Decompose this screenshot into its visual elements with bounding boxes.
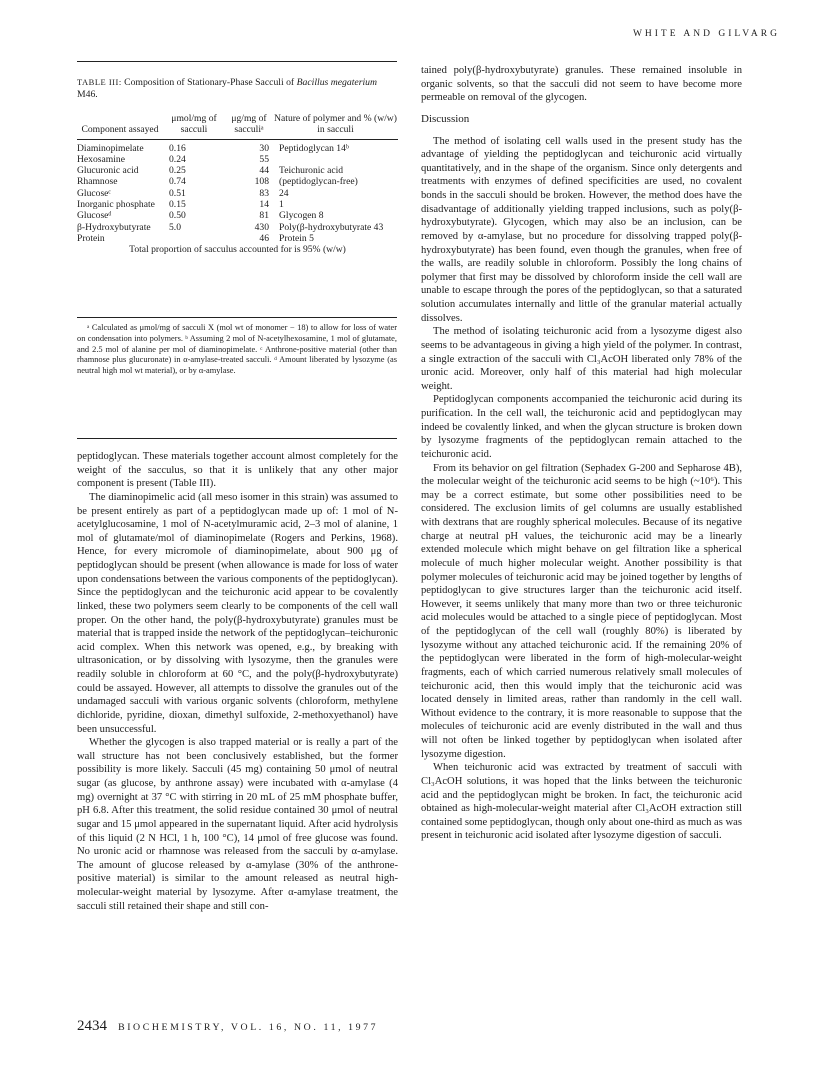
cell-umol: 0.74 <box>169 176 186 188</box>
page-footer <box>77 1018 378 1035</box>
cell-component: Protein <box>77 232 105 244</box>
table-row <box>77 176 398 187</box>
table-row <box>77 222 398 233</box>
cell-component: Glucuronic acid <box>77 165 139 177</box>
cell-umol: 0.51 <box>169 187 186 199</box>
table-row <box>77 154 398 165</box>
cell-ug: 55 <box>259 153 269 165</box>
cell-ug: 14 <box>259 199 269 211</box>
header-component: Component assayed <box>77 113 163 139</box>
table-strain: M46. <box>77 89 98 100</box>
cell-nature: Protein 5 <box>279 232 314 244</box>
cell-ug: 44 <box>259 165 269 177</box>
table-caption <box>77 76 397 101</box>
header-ug: μg/mg of sacculiᵃ <box>225 113 273 139</box>
cell-component: Hexosamine <box>77 153 125 165</box>
page-number: 2434 <box>77 1018 107 1034</box>
cell-umol: 0.16 <box>169 142 186 154</box>
cell-umol: 0.15 <box>169 199 186 211</box>
header-nature: Nature of polymer and % (w/w) in sacculi <box>273 113 398 139</box>
journal-citation: BIOCHEMISTRY, VOL. 16, NO. 11, 1977 <box>118 1022 379 1033</box>
cell-nature: Teichuronic acid <box>279 165 344 177</box>
cell-component: Glucoseᵈ <box>77 210 112 222</box>
footnote: ᵃ Calculated as μmol/mg of sacculi X (mol wt of monomer − 18) to allow for loss of water on condensation into polymers. ᵇ Assuming 2 mol of N-acetylhexosamine, 1 mol of glutamate, and 2.5 mol of alanine per mol of diaminopimelate. ᶜ Anthrone-positive material (other than rhamnose plus glucuronate) in α-amylase-treated sacculi. ᵈ Amount liberated by lysozyme (as neutral high mol wt material), or by α-amylase. <box>77 323 397 376</box>
table-bottom-rule <box>77 317 397 318</box>
cell-component: Diaminopimelate <box>77 142 144 154</box>
paragraph: tained poly(β-hydroxybutyrate) granules. These remained insoluble in organic solvents, so that the sacculi did not seem to have become more permeable on removal of the glycogen. <box>421 65 742 104</box>
footnote-rule <box>77 438 397 439</box>
cell-nature: (peptidoglycan-free) <box>279 176 358 188</box>
paragraph: Whether the glycogen is also trapped material or is really a part of the wall structure has not been conclusively established, but the former possibility is more likely. Sacculi (45 mg) containing 50 μmol of neutral sugar (as glucose, by anthrone assay) were incubated with α-amylase (4 mg) overnight at 37 °C with stirring in 20 mL of 25 mM phosphate buffer, pH 6.8. After this treatment, the solid residue contained 30 μmol of neutral sugar and 15 μmol appeared in the supernatant liquid. After acid hydrolysis of this liquid (2 N HCl, 1 h, 100 °C), 14 μmol of free glucose was found. No uronic acid or rhamnose was released from the sacculi by α-amylase. The amount of glucose released by α-amylase (30% of the anthrone-positive material) is similar to the amount released as neutral high-molecular-weight material by lysozyme. After α-amylase treatment, the sacculi still retained their shape and still con- <box>77 737 398 912</box>
discussion-heading: Discussion <box>421 112 470 125</box>
cell-umol: 0.25 <box>169 165 186 177</box>
cell-umol: 0.50 <box>169 210 186 222</box>
paragraph: The method of isolating teichuronic acid from a lysozyme digest also seems to be advantageous in giving a high yield of the polymer. In contrast, a single extraction of the sacculi with Cl₃AcOH liberated only 78% of the uronic acid. Moreover, only half of this material had high molecular weight. <box>421 326 742 392</box>
cell-ug: 81 <box>259 210 269 222</box>
table-body <box>77 139 398 244</box>
table-label: TABLE III: <box>77 77 122 87</box>
table-row <box>77 199 398 210</box>
table-row <box>77 188 398 199</box>
table-header-row <box>77 113 398 139</box>
cell-umol: 0.24 <box>169 153 186 165</box>
paragraph: From its behavior on gel filtration (Sephadex G-200 and Sepharose 4B), the molecular weight of the teichuronic acid seems to be high (~10⁶). This may be a correct estimate, but some other possibilities need to be considered. The exclusion limits of gel columns are usually established with dextrans that are roughly spherical molecules. Because of its negative charge at neutral pH values, the teichuronic acid may be a linearly extended molecule which might behave on gel filtration like a spherical molecule of much higher molecular weight. Another possibility is that polymer molecules of teichuronic acid may be joined together by lengths of peptidoglycan to give structures larger than the teichuronic acid itself. However, it seems unlikely that many more than two or three teichuronic acid molecules would be attached to a single piece of peptidoglycan. Most of the peptidoglycan of the cell wall (roughly 80%) is liberated by lysozyme without any attached teichuronic acid. If the remaining 20% of the peptidoglycan were liberated in the form of high-molecular-weight fragments, each of which carried numerous relatively small molecules of teichuronic acid, then this would imply that the teichuronic acid was located densely in limited areas, rather than randomly in the cell wall. Without evidence to the contrary, it is more reasonable to suppose that the molecules of teichuronic acid are evenly distributed in the wall and thus will not often be linked together by peptidoglycan when isolated after lysozyme digestion. <box>421 462 742 760</box>
right-column <box>421 64 742 843</box>
cell-nature: 24 <box>279 187 289 199</box>
cell-ug: 46 <box>259 232 269 244</box>
cell-ug: 30 <box>259 142 269 154</box>
cell-ug: 430 <box>254 221 269 233</box>
cell-ug: 108 <box>254 176 269 188</box>
cell-component: β-Hydroxybutyrate <box>77 221 151 233</box>
cell-umol: 5.0 <box>169 221 181 233</box>
cell-nature: 1 <box>279 199 284 211</box>
table-row <box>77 165 398 176</box>
running-head: WHITE AND GILVARG <box>632 29 780 39</box>
paragraph: The method of isolating cell walls used in the present study has the advantage of yielding the peptidoglycan and teichuronic acid virtually quantitatively, and in the shape of the organism. Since only detergents and treatments with enzymes of defined specificities are used, no covalent bonds in the sacculi should be broken. However, the method does have the disadvantage of additionally yielding trapped inclusions, such as poly(β-hydroxybutyrate). Glycogen, which may also be an inclusion, can be removed by α-amylase, but no procedure for dissolving trapped poly(β-hydroxybutyrate) has been found, even though the granules, when free of the walls, are readily soluble in chloroform. Possibly the long chains of polymer that first may be dissolved by chloroform inside the cell wall are unable to escape through the pores of the peptidoglycan, so that a saturated solution accumulates internally and little of the granular material actually dissolves. <box>421 135 742 324</box>
table-title: Composition of Stationary-Phase Sacculi of <box>121 77 297 88</box>
cell-nature: Peptidoglycan 14ᵇ <box>279 142 349 154</box>
cell-ug: 83 <box>259 187 269 199</box>
cell-component: Rhamnose <box>77 176 118 188</box>
table-row <box>77 139 398 154</box>
cell-umol <box>163 233 225 244</box>
cell-component: Glucoseᶜ <box>77 187 111 199</box>
cell-nature: Glycogen 8 <box>279 210 324 222</box>
table-total-row <box>77 244 398 255</box>
paragraph: Peptidoglycan components accompanied the teichuronic acid during its purification. In the cell wall, the teichuronic acid and peptidoglycan may indeed be covalently linked, and when the glycan structure is broken down by lysozyme fragments of the peptidoglycan remain attached to the teichuronic acid. <box>421 394 742 460</box>
header-umol: μmol/mg of sacculi <box>163 113 225 139</box>
composition-table <box>77 113 398 256</box>
table-total: Total proportion of sacculus accounted for is 95% (w/w) <box>129 244 346 256</box>
cell-nature <box>273 154 398 165</box>
top-rule-left <box>77 61 397 62</box>
paragraph: When teichuronic acid was extracted by treatment of sacculi with Cl₃AcOH solutions, it was hoped that the links between the teichuronic acid and the peptidoglycan might be broken. In fact, the teichuronic acid obtained as high-molecular-weight material after Cl₃AcOH extraction still contained some peptidoglycan, though only about one-third as much as was present in teichuronic acid isolated after lysozyme digestion of sacculi. <box>421 762 742 842</box>
paragraph: The diaminopimelic acid (all meso isomer in this strain) was assumed to be present entirely as part of a peptidoglycan made up of: 1 mol of N-acetylglucosamine, 1 mol of N-acetylmuramic acid, 2–3 mol of alanine, 1 mol of glutamate/mol of diaminopimelate (Rogers and Perkins, 1968). Hence, for every micromole of diaminopimelate, about 900 μg of peptidoglycan should be present (when allowance is made for loss of water upon condensations between the various components of the peptidoglycan). Since the peptidoglycan and the teichuronic acid appear to be covalently linked, these two polymers seem clearly to be components of the cell wall proper. On the other hand, the poly(β-hydroxybutyrate) granules must be material that is trapped inside the network of the peptidoglycan–teichuronic acid complex. When this network was opened, e.g., by breaking with ultrasonication, or by dissolving with lysozyme, then the granules were readily soluble in chloroform at 60 °C, and the poly(β-hydroxybutyrate) could be assayed. However, all attempts to dissolve the granules out of the undamaged sacculi with various organic solvents (chloroform, methylene dichloride, pyridine, dioxan, dimethyl sulfoxide, 2-methoxyethanol) have been unsuccessful. <box>77 491 398 735</box>
cell-nature: Poly(β-hydroxybutyrate 43 <box>279 221 384 233</box>
cell-component: Inorganic phosphate <box>77 199 155 211</box>
paragraph: peptidoglycan. These materials together account almost completely for the weight of the sacculus, so that it is unlikely that any other major component is present (Table III). <box>77 451 398 490</box>
table-row <box>77 210 398 221</box>
table-organism: Bacillus megaterium <box>296 77 378 88</box>
left-column <box>77 450 398 913</box>
table-row <box>77 233 398 244</box>
table-footnotes <box>77 323 397 377</box>
